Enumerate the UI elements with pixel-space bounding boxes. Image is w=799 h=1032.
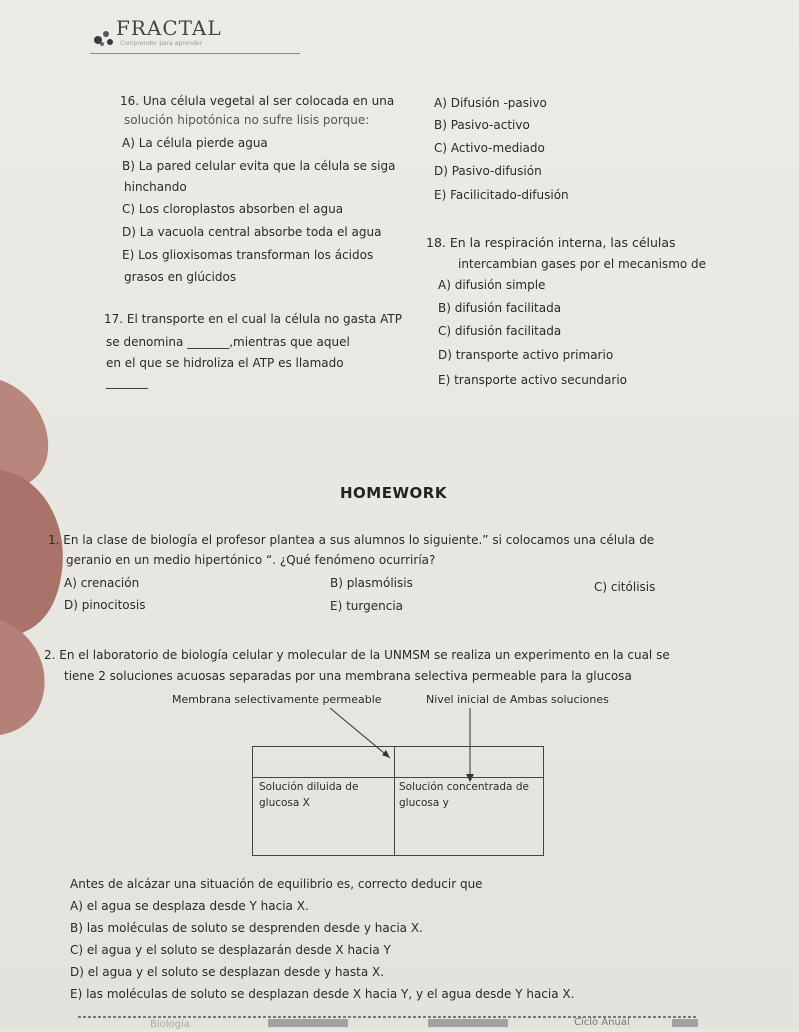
- hw1-option-c: C) citólisis: [594, 580, 656, 594]
- r-option-c: C) Activo-mediado: [434, 141, 545, 155]
- fractal-logo-icon: [92, 26, 118, 48]
- cell-right-line-2: glucosa y: [399, 797, 449, 809]
- q16-option-b-cont: hinchando: [124, 180, 187, 194]
- q18-line-1: 18. En la respiración interna, las células: [426, 235, 676, 250]
- hw2-stem: Antes de alcázar una situación de equilibrio es, correcto deducir que: [70, 877, 483, 891]
- r-option-a: A) Difusión -pasivo: [434, 96, 547, 110]
- cell-right-line-1: Solución concentrada de: [399, 781, 529, 793]
- hw2-option-c: C) el agua y el soluto se desplazarán desde X hacia Y: [70, 943, 391, 957]
- q17-line-1: 17. El transporte en el cual la célula no gasta ATP: [104, 312, 402, 326]
- hw2-option-b: B) las moléculas de soluto se desprenden desde y hacia X.: [70, 921, 423, 935]
- diagram-label-membrane: Membrana selectivamente permeable: [172, 693, 382, 706]
- q16-line-1: 16. Una célula vegetal al ser colocada en una: [120, 94, 395, 108]
- hw2-line-1: 2. En el laboratorio de biología celular y molecular de la UNMSM se realiza un experimento en la cual se: [44, 648, 670, 662]
- hw2-option-e: E) las moléculas de soluto se desplazan desde X hacia Y, y el agua desde Y hacia X.: [70, 987, 575, 1001]
- q18-line-2: intercambian gases por el mecanismo de: [458, 257, 707, 271]
- logo-text: FRACTAL: [116, 16, 222, 40]
- cell-left-line-2: glucosa X: [259, 797, 310, 809]
- q18-option-d: D) transporte activo primario: [438, 348, 614, 362]
- logo-subtitle: Comprender para aprender: [120, 40, 203, 47]
- r-option-b: B) Pasivo-activo: [434, 118, 530, 132]
- q16-option-e-cont: grasos en glúcidos: [124, 270, 237, 284]
- r-option-d: D) Pasivo-difusión: [434, 164, 542, 178]
- solutions-diagram-table: [252, 746, 544, 856]
- footer-cycle: Ciclo Anual: [574, 1017, 630, 1028]
- q18-option-b: B) difusión facilitada: [438, 301, 562, 315]
- diagram-level-cell-left: [253, 747, 394, 778]
- q18-option-c: C) difusión facilitada: [438, 324, 562, 338]
- diagram-label-level: Nivel inicial de Ambas soluciones: [426, 693, 609, 706]
- hw2-option-a: A) el agua se desplaza desde Y hacia X.: [70, 899, 309, 913]
- q18-option-a: A) difusión simple: [438, 278, 546, 292]
- q16-line-2: solución hipotónica no sufre lisis porque:: [124, 113, 370, 127]
- q16-option-a: A) La célula pierde agua: [122, 136, 268, 150]
- r-option-e: E) Facilicitado-difusión: [434, 188, 569, 202]
- footer-subject: Biología: [150, 1019, 190, 1030]
- q17-line-3: en el que se hidroliza el ATP es llamado: [106, 356, 344, 370]
- q16-option-e: E) Los glioxisomas transforman los ácidos: [122, 248, 374, 262]
- q16-option-d: D) La vacuola central absorbe toda el agua: [122, 225, 382, 239]
- hw2-line-2: tiene 2 soluciones acuosas separadas por una membrana selectiva permeable para la glucosa: [64, 669, 632, 683]
- hw1-option-e: E) turgencia: [330, 599, 404, 613]
- q18-option-e: E) transporte activo secundario: [438, 373, 627, 387]
- hw1-line-1: 1. En la clase de biología el profesor plantea a sus alumnos lo siguiente.” si colocamos una célula de: [48, 533, 655, 547]
- hw1-option-b: B) plasmólisis: [330, 576, 413, 590]
- q17-line-2: se denomina _______,mientras que aquel: [106, 335, 350, 349]
- hw1-line-2: geranio en un medio hipertónico “. ¿Qué fenómeno ocurriría?: [66, 553, 436, 567]
- cell-left-line-1: Solución diluida de: [259, 781, 359, 793]
- hw2-option-d: D) el agua y el soluto se desplazan desde y hasta X.: [70, 965, 385, 979]
- liquid-level-line: [253, 777, 543, 778]
- q16-option-c: C) Los cloroplastos absorben el agua: [122, 202, 344, 216]
- hw1-option-a: A) crenación: [64, 576, 140, 590]
- membrane-divider: [394, 747, 395, 855]
- hw1-option-d: D) pinocitosis: [64, 598, 146, 612]
- q16-option-b: B) La pared celular evita que la célula se siga: [122, 159, 396, 173]
- header-divider: [90, 53, 300, 54]
- homework-title: HOMEWORK: [340, 484, 447, 502]
- q17-line-4: _______: [106, 375, 148, 389]
